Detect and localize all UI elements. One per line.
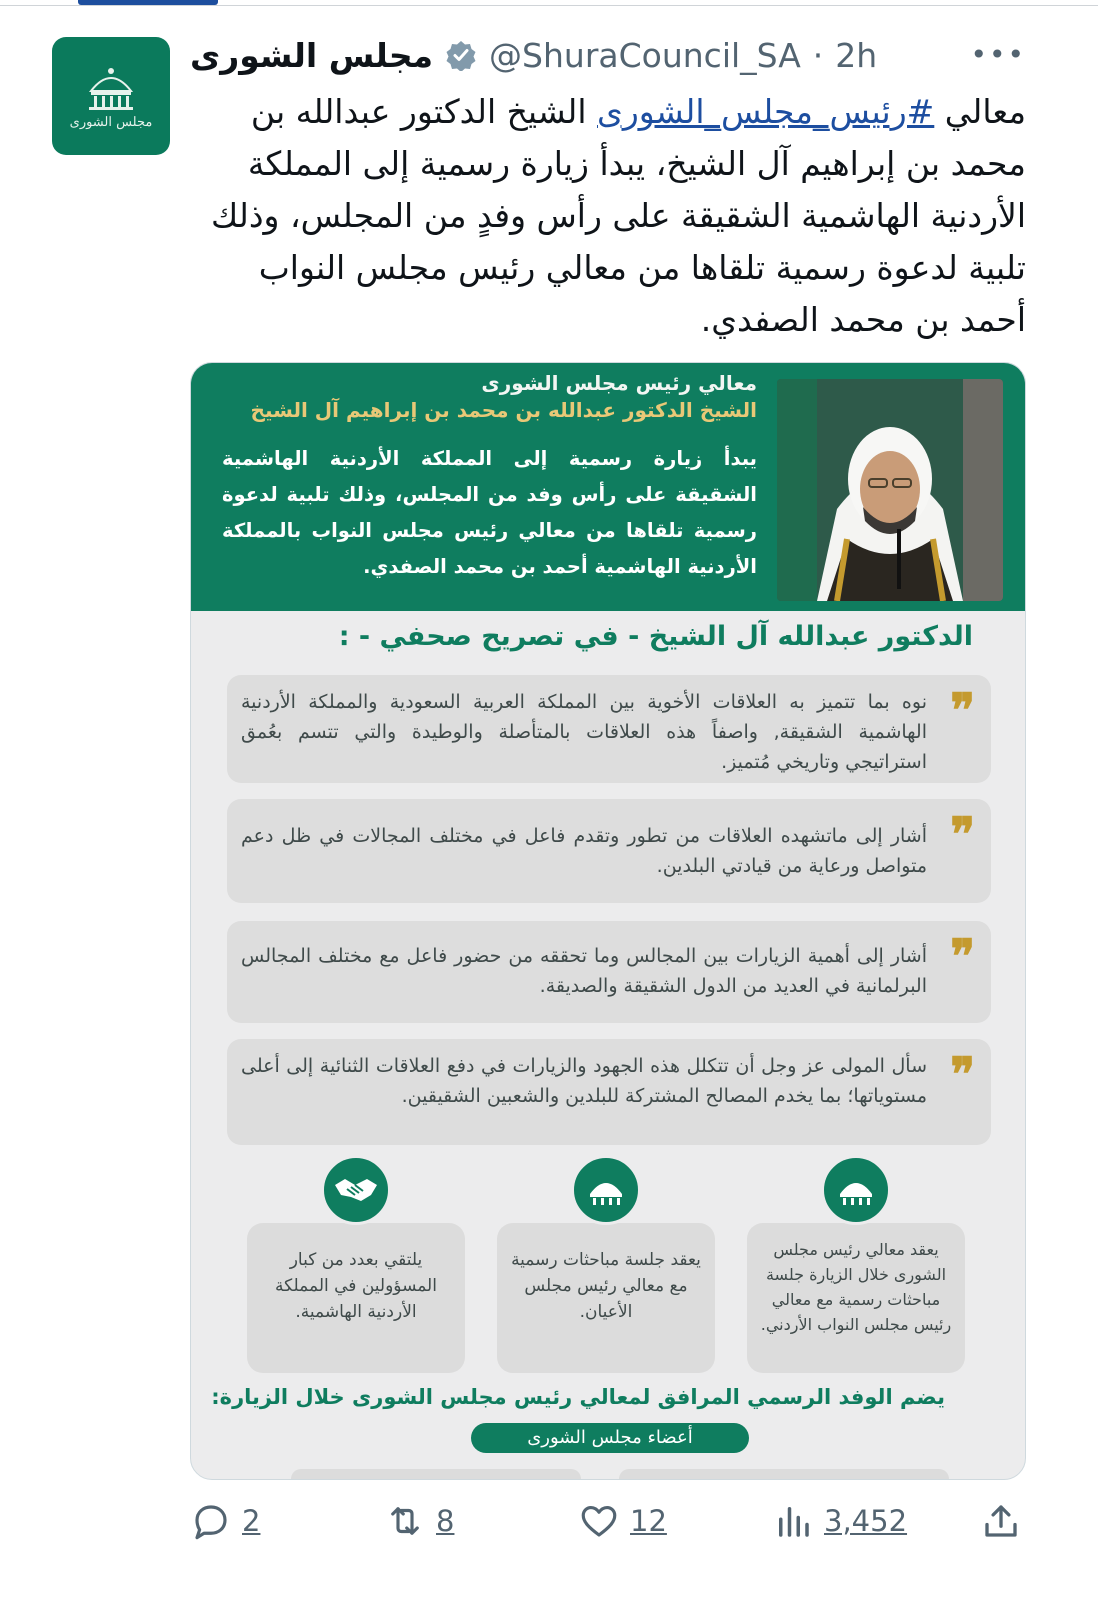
heart-icon (578, 1500, 620, 1542)
banner-body: يبدأ زيارة رسمية إلى المملكة الأردنية الهاشمية الشقيقة على رأس وفد من المجلس، وذلك تلبية لدعوة رسمية تلقاها من معالي رئيس مجلس النواب بالمملكة الأردنية الهاشمية أحمد بن محمد الصفدي. (222, 447, 757, 578)
reply-icon (190, 1500, 232, 1542)
top-divider (0, 0, 1098, 6)
tweet-text-body: الشيخ الدكتور عبدالله بن محمد بن إبراهيم آل الشيخ، يبدأ زيارة رسمية إلى المملكة الأردنية الهاشمية الشقيقة على رأس وفدٍ من المجلس، وذلك تلبية لدعوة رسمية تلقاها من معالي رئيس مجلس النواب أحمد بن محمد الصفدي. (210, 92, 1026, 339)
quote-box (227, 675, 991, 783)
tweet-text (200, 86, 1026, 346)
activity-text: يلتقي بعدد من كبار المسؤولين في المملكة الأردنية الهاشمية. (275, 1250, 437, 1322)
quote-box (227, 799, 991, 903)
delegation-row (291, 1469, 581, 1480)
banner-title: معالي رئيس مجلس الشورى (481, 371, 757, 395)
like-button[interactable] (578, 1500, 667, 1542)
handle[interactable]: @ShuraCouncil_SA (489, 35, 801, 75)
reply-button[interactable] (190, 1500, 260, 1542)
banner-subtitle: الشيخ الدكتور عبدالله بن محمد بن إبراهيم آل الشيخ (250, 398, 757, 422)
share-button[interactable] (980, 1500, 1022, 1542)
tweet-header (190, 30, 1070, 80)
share-icon (980, 1500, 1022, 1542)
repost-button[interactable] (384, 1500, 454, 1542)
section-title: الدكتور عبدالله آل الشيخ - في تصريح صحفي - : (338, 621, 973, 652)
infographic-image[interactable] (190, 362, 1026, 1480)
quote-text: نوه بما تتميز به العلاقات الأخوية بين المملكة العربية السعودية والمملكة الأردنية الهاشمية الشقيقة, واصفاً هذه العلاقات بالمتأصلة والوطيدة والتي تتسم بعُمق استراتيجي وتاريخي مُتميز. (241, 691, 927, 773)
activity-text: يعقد معالي رئيس مجلس الشورى خلال الزيارة جلسة مباحثات رسمية مع معالي رئيس مجلس النواب الأردني. (760, 1240, 952, 1334)
active-tab-indicator (78, 0, 218, 5)
repost-icon (384, 1500, 426, 1542)
quote-text: أشار إلى أهمية الزيارات بين المجالس وما تحققه من حضور فاعل مع مختلف المجالس البرلمانية في العديد من الدول الشقيقة والصديقة. (241, 945, 927, 997)
quote-mark-icon: ❞ (950, 1047, 975, 1101)
quote-text: أشار إلى ماتشهده العلاقات من تطور وتقدم فاعل في مختلف المجالات في ظل دعم متواصل ورعاية من قيادتي البلدين. (241, 825, 927, 877)
timestamp[interactable]: 2h (835, 35, 878, 75)
delegation-title: يضم الوفد الرسمي المرافق لمعالي رئيس مجلس الشورى خلال الزيارة: (211, 1385, 945, 1409)
views-count: 3,452 (824, 1504, 908, 1538)
quote-box (227, 1039, 991, 1145)
views-bar-chart-icon (772, 1500, 814, 1542)
activity-card (747, 1223, 965, 1373)
quote-text: سأل المولى عز وجل أن تتكلل هذه الجهود والزيارات في دفع العلاقات الثنائية إلى أعلى مستوياتها؛ بما يخدم المصالح المشتركة للبلدين والشعبين الشقيقين. (241, 1055, 927, 1107)
delegation-row (619, 1469, 949, 1480)
quote-mark-icon: ❞ (950, 683, 975, 737)
tweet-actions (0, 1490, 1098, 1560)
quote-box (227, 921, 991, 1023)
tweet-text-lead: معالي (934, 92, 1026, 131)
handshake-icon (321, 1155, 391, 1225)
activity-card (247, 1223, 465, 1373)
separator: · (812, 35, 824, 75)
portrait-photo (777, 379, 1003, 601)
verified-badge-icon (445, 39, 477, 71)
activity-card (497, 1223, 715, 1373)
hashtag-link[interactable]: #رئيس_مجلس_الشورى (597, 92, 935, 131)
avatar-caption: مجلس الشورى (69, 114, 153, 130)
quote-mark-icon: ❞ (950, 929, 975, 983)
display-name[interactable]: مجلس الشورى (190, 35, 434, 75)
quote-mark-icon: ❞ (950, 807, 975, 861)
reply-count: 2 (242, 1504, 261, 1538)
shura-logo-icon (83, 63, 139, 111)
delegation-pill: أعضاء مجلس الشورى (471, 1423, 749, 1453)
views-button[interactable] (772, 1500, 907, 1542)
council-dome-icon (821, 1155, 891, 1225)
like-count: 12 (630, 1504, 667, 1538)
more-options-icon[interactable]: ••• (970, 38, 1026, 71)
infographic-banner (191, 363, 1026, 611)
repost-count: 8 (436, 1504, 455, 1538)
council-dome-icon (571, 1155, 641, 1225)
avatar[interactable] (52, 37, 170, 155)
activity-text: يعقد جلسة مباحثات رسمية مع معالي رئيس مجلس الأعيان. (511, 1250, 701, 1322)
